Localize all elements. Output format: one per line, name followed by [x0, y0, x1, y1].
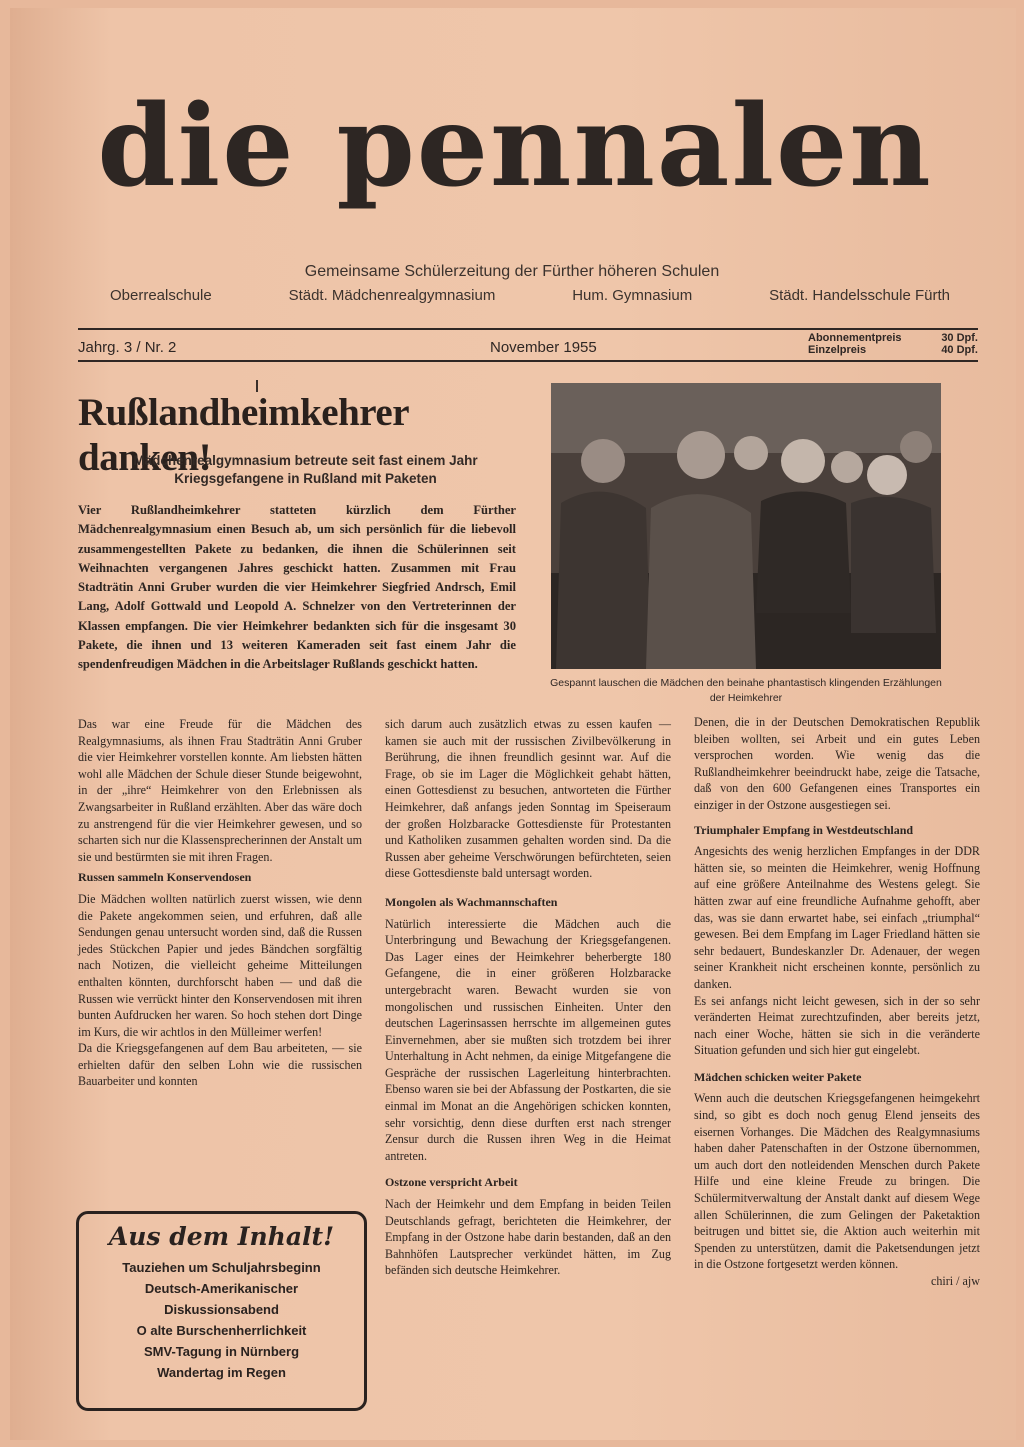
school-name: Oberrealschule	[110, 287, 212, 304]
masthead-title: die pennalen	[97, 81, 933, 212]
section-heading: Mongolen als Wachmannschaften	[385, 894, 558, 909]
paragraph: sich darum auch zusätzlich etwas zu essen kaufen — kamen sie auch mit der russischen Zivilbevölkerung in Berührung, die ihnen freundlich gesinnt war. Auf die Frage, ob sie im Lager die Möglichkeit gehabt hätten, einen Gottesdienst zu besuchen, antworteten die Fürther Heimkehrer, daß anfangs jeden Sonntag im Speiseraum der großen Holzbaracke Gottesdienste für Protestanten und Katholiken zusammen gehalten worden sind. Da die Russen aber geheime Verschwörungen befürchteten, seien diese Gottesdienste bald untersagt worden.	[385, 717, 671, 881]
paragraph: Wenn auch die deutschen Kriegsgefangenen heimgekehrt sind, so gibt es doch noch genug Elend jenseits des eisernen Vorhanges. Die Mädchen des Realgymnasiums haben daher Patenschaften in der Ostzone übernommen, um auch dort den notleidenden Menschen durch Pakete Hilfe und eine kleine Freude zu bringen. Die Schülermitverwaltung der Anstalt dankt auf diesem Wege allen Schülerinnen, die zum Gelingen der Paketaktion beitrugen und bittet sie, die Aktion auch weiterhin mit Spenden zu unterstützen, damit die Paketsendungen jetzt in die Ostzone fortgesetzt werden können.	[694, 1091, 980, 1272]
contents-item: SMV-Tagung in Nürnberg	[143, 1344, 300, 1359]
paragraph: Angesichts des wenig herzlichen Empfanges in der DDR hätten sie, so meinten die Heimkehrer, wenig Hoffnung auf eine größere Anteilnahme des Westens gelegt. Sie hätten zwar auf eine freundliche Aufnahme gehofft, aber das, was sie dann erwartet habe, sei einfach „triumphal“ gewesen. Bei dem Empfang im Lager Friedland hätten sie sehr bedauert, Bundeskanzler Dr. Adenauer, der wegen seiner Krankheit nicht erscheinen konnte, persönlich zu danken.	[694, 844, 980, 991]
price-box	[808, 332, 978, 356]
top-rule	[78, 328, 978, 330]
article-column-1	[78, 716, 362, 1090]
photo-caption: Gespannt lauschen die Mädchen den beinahe phantastisch klingenden Erzählungen der Heimkehrer	[550, 677, 942, 704]
issue-date: November 1955	[490, 339, 597, 356]
paragraph: Es sei anfangs nicht leicht gewesen, sich in der so sehr veränderten Heimat zurechtzufinden, aber bereits jetzt, nach einer Woche, hätten sie sich in die veränderte Situation gefunden und sich hier gut eingelebt.	[694, 993, 980, 1058]
contents-item: O alte Burschenherrlichkeit	[136, 1323, 307, 1338]
paragraph: Die Mädchen wollten natürlich zuerst wissen, wie denn die Pakete angekommen seien, und erfuhren, daß alle Sendungen genau untersucht worden sind, daß die Russen jedes Stückchen Papier und jedes Bändchen sorgfältig nach Notizen, die vielleicht geheime Mitteilungen enthalten könnten, durchforscht haben — und daß die Russen wie verrückt hinter den Konservendosen mit ihren bunten Aufdrucken her waren. So hoch stehen dort Dinge im Kurs, die wir achtlos in den Mülleimer werfen!	[78, 891, 362, 1039]
contents-item: Tauziehen um Schuljahrsbeginn	[122, 1260, 321, 1275]
article-kicker: Mädchenrealgymnasium betreute seit fast einem Jahr Kriegsgefangene in Rußland mit Paketen	[133, 453, 478, 486]
paragraph: Das war eine Freude für die Mädchen des Realgymnasiums, als ihnen Frau Stadträtin Anni Gruber die vier Heimkehrer vorstellen konnte. Am liebsten hätten wohl alle Mädchen der Schule dieser Stunde beigewohnt, in der „ihre“ Heimkehrer von den Erlebnissen als Zwangsarbeiter in Rußland erzählten. Aber das wäre doch zu anstrengend für die vier Heimkehrer gewesen, und so scharten sich nur die Klassensprecherinnen der Anstalt um sie und bestürmten sie mit ihren Fragen.	[78, 717, 362, 864]
paragraph: Natürlich interessierte die Mädchen auch die Unterbringung und Bewachung der Kriegsgefangenen. Das Lager eines der Heimkehrer beherbergte 180 Gefangene, die in einer größeren Holzbaracke untergebracht waren. Bewacht wurden sie von mongolischen und russischen Einheiten. Unter den deutschen Lagerinsassen herrschte im allgemeinen gutes Einvernehmen, aber sie mußten sich trotzdem bei ihrer Unterhaltung in Acht nehmen, da einige Mitgefangene die Gespräche der russischen Lagerleitung hinterbrachten. Ebenso waren sie bei der Abfassung der Postkarten, die sie einmal im Monat an die Angehörigen schicken konnten, sehr vorsichtig, denn diese durften erst nach strenger Zensur durch die Russen ihren Weg in die Heimat antreten.	[385, 916, 671, 1163]
article-column-3	[694, 714, 980, 1290]
article-headline: Rußlandheimkehrer danken!	[78, 391, 409, 479]
article-column-2	[385, 716, 671, 1279]
paragraph: Denen, die in der Deutschen Demokratischen Republik bleiben wollten, sei Arbeit und ein gutes Leben versprochen worden. Wie wenig das die Rußlandheimkehrer beeindruckt habe, zeige die Tatsache, daß von den 600 Gefangenen eines Transportes ein einziger in der Ostzone ausgestiegen sei.	[694, 715, 980, 812]
subscription-label: Abonnementpreis	[808, 332, 902, 344]
school-name: Städt. Mädchenrealgymnasium	[288, 287, 496, 304]
school-list	[110, 287, 950, 304]
contents-item: Wandertag im Regen	[157, 1365, 286, 1380]
school-name: Hum. Gymnasium	[572, 287, 693, 304]
issue-volume: Jahrg. 3 / Nr. 2	[78, 339, 177, 356]
photo-illustration	[551, 383, 941, 669]
newspaper-subtitle: Gemeinsame Schülerzeitung der Fürther höheren Schulen	[304, 263, 720, 280]
article-lead: Vier Rußlandheimkehrer statteten kürzlich dem Fürther Mädchenrealgymnasium einen Besuch ab, um sich persönlich für die liebevoll zusammengestellten Pakete zu bedanken, die ihnen die Schülerinnen seit Weihnachten vergangenen Jahres geschickt hatten. Zusammen mit Frau Stadträtin Anni Gruber wurden die vier Heimkehrer Siegfried Andrsch, Emil Lang, Adolf Gottwald und Leopold A. Schnelzer von den Vertreterinnen der Klassen empfangen. Die vier Heimkehrer bedankten sich für die insgesamt 30 Pakete, die ihnen und 13 weiteren Kameraden seit fast einem Jahr die spendenfreudigen Mädchen in die Arbeitslager Rußlands geschickt hatten.	[78, 503, 516, 672]
section-heading: Triumphaler Empfang in Westdeutschland	[694, 822, 914, 837]
contents-heading: Aus dem Inhalt!	[108, 1222, 335, 1251]
section-heading: Mädchen schicken weiter Pakete	[694, 1069, 862, 1084]
article-photo	[551, 383, 941, 669]
contents-item: Deutsch-Amerikanischer Diskussionsabend	[144, 1281, 299, 1317]
subscription-price: 30 Dpf.	[941, 332, 978, 344]
single-price: 40 Dpf.	[941, 344, 978, 356]
section-heading: Ostzone verspricht Arbeit	[385, 1175, 518, 1190]
bottom-rule	[78, 360, 978, 362]
school-name: Städt. Handelsschule Fürth	[769, 287, 950, 304]
contents-box	[76, 1211, 367, 1411]
section-heading: Russen sammeln Konservendosen	[78, 870, 252, 885]
paragraph: Nach der Heimkehr und dem Empfang in beiden Teilen Deutschlands gefragt, berichteten die Heimkehrer, der Empfang in der Ostzone habe darin bestanden, daß an den Bahnhöfen Lautsprecher verkündet hätten, im Zug befänden sich deutsche Heimkehrer.	[385, 1197, 671, 1278]
single-label: Einzelpreis	[808, 344, 867, 356]
paragraph: Da die Kriegsgefangenen auf dem Bau arbeiteten, — sie erhielten dafür den selben Lohn wie die russischen Bauarbeiter und konnten	[78, 1041, 362, 1089]
author-signature: chiri / ajw	[930, 1274, 980, 1288]
